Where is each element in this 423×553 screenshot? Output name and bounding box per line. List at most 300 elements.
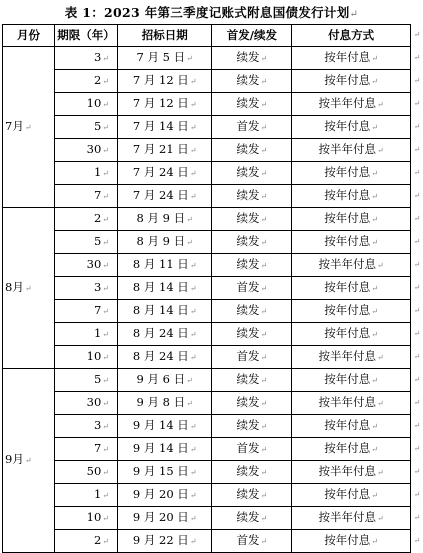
payment-cell [292,368,411,391]
type-cell [212,506,292,529]
paragraph-mark-icon: ↵ [102,122,109,132]
term-cell-text: 10 [86,348,102,363]
row-end-mark-icon: ↵ [413,305,421,315]
paragraph-mark-icon: ↵ [102,260,109,270]
payment-cell [292,529,411,552]
paragraph-mark-icon: ↵ [371,490,378,500]
row-end-mark-icon: ↵ [413,374,421,384]
payment-cell-text: 按半年付息 [318,394,377,409]
paragraph-mark-icon: ↵ [371,329,378,339]
type-cell-text: 续发 [236,233,260,248]
table-row [3,92,411,115]
paragraph-mark-icon: ↵ [189,76,197,86]
payment-cell [292,184,411,207]
date-cell [118,92,212,115]
paragraph-mark-icon: ↵ [189,283,197,293]
term-cell-text: 3 [93,279,102,294]
term-cell [55,483,118,506]
row-end-mark-icon: ↵ [413,420,421,430]
type-cell-text: 续发 [236,256,260,271]
date-cell-text: 8 月 24 日 [132,325,189,340]
type-cell-text: 续发 [236,72,260,87]
paragraph-mark-icon: ↵ [102,375,109,385]
type-cell [212,69,292,92]
paragraph-mark-icon: ↵ [260,191,268,201]
paragraph-mark-icon: ↵ [260,513,268,523]
header-month: 月份 [3,25,55,47]
date-cell [118,299,212,322]
paragraph-mark-icon: ↵ [371,421,378,431]
payment-cell-text: 按半年付息 [318,141,377,156]
term-cell [55,207,118,230]
type-cell-text: 续发 [236,463,260,478]
payment-cell-text: 按半年付息 [318,509,377,524]
table-row [3,506,411,529]
date-cell [118,483,212,506]
paragraph-mark-icon: ↵ [260,76,268,86]
term-cell [55,276,118,299]
payment-cell [292,207,411,230]
row-end-mark-icon: ↵ [413,236,421,246]
type-cell-text: 续发 [236,417,260,432]
payment-cell [292,345,411,368]
paragraph-mark-icon: ↵ [102,536,109,546]
term-cell [55,230,118,253]
date-cell [118,46,212,69]
payment-cell-text: 按年付息 [324,325,371,340]
payment-cell-text: 按年付息 [324,532,371,547]
type-cell-text: 续发 [236,49,260,64]
row-end-mark-icon: ↵ [413,121,421,131]
table-row [3,184,411,207]
paragraph-mark-icon: ↵ [189,168,197,178]
date-cell [118,506,212,529]
date-cell [118,184,212,207]
term-cell-text: 7 [93,302,102,317]
paragraph-mark-icon: ↵ [186,237,193,247]
paragraph-mark-icon: ↵ [189,490,197,500]
payment-cell-text: 按半年付息 [318,348,377,363]
term-cell-text: 1 [93,486,102,501]
row-end-mark-icon: ↵ [413,351,421,361]
date-cell-text: 9 月 14 日 [132,440,189,455]
paragraph-mark-icon: ↵ [102,283,109,293]
paragraph-mark-icon: ↵ [260,421,268,431]
term-cell [55,138,118,161]
payment-cell [292,253,411,276]
type-cell-text: 首发 [236,118,260,133]
date-cell [118,253,212,276]
payment-cell-text: 按年付息 [324,49,371,64]
term-cell-text: 5 [93,233,102,248]
type-cell-text: 首发 [236,279,260,294]
paragraph-mark-icon: ↵ [102,168,109,178]
type-cell-text: 续发 [236,95,260,110]
paragraph-mark-icon: ↵ [371,237,378,247]
row-end-mark-icon: ↵ [413,190,421,200]
paragraph-mark-icon: ↵ [260,99,268,109]
header-payment: 付息方式 [292,25,411,47]
table-row [3,414,411,437]
paragraph-mark-icon: ↵ [102,329,109,339]
month-cell-text: 7月 [5,118,24,133]
paragraph-mark-icon: ↵ [189,191,197,201]
month-cell-text: 8月 [5,279,24,294]
type-cell-text: 首发 [236,440,260,455]
date-cell-text: 9 月 6 日 [136,371,186,386]
date-cell-text: 9 月 8 日 [136,394,186,409]
paragraph-mark-icon: ↵ [102,53,109,63]
paragraph-mark-icon: ↵ [102,214,109,224]
paragraph-mark-icon: ↵ [189,513,197,523]
table-row [3,460,411,483]
paragraph-mark-icon: ↵ [189,99,197,109]
paragraph-mark-icon: ↵ [260,122,268,132]
date-cell-text: 7 月 14 日 [132,118,189,133]
paragraph-mark-icon: ↵ [371,168,378,178]
table-row [3,322,411,345]
type-cell-text: 续发 [236,187,260,202]
date-cell-text: 9 月 14 日 [132,417,189,432]
paragraph-mark-icon: ↵ [189,306,197,316]
type-cell [212,92,292,115]
row-end-mark-icon: ↵ [413,144,421,154]
paragraph-mark-icon: ↵ [377,145,384,155]
paragraph-mark-icon: ↵ [102,398,109,408]
row-end-mark-icon: ↵ [413,535,421,545]
paragraph-mark-icon: ↵ [260,53,268,63]
payment-cell-text: 按年付息 [324,72,371,87]
table-row [3,345,411,368]
header-type: 首发/续发 [212,25,292,47]
paragraph-mark-icon: ↵ [377,467,384,477]
type-cell [212,437,292,460]
paragraph-mark-icon: ↵ [377,513,384,523]
payment-cell [292,276,411,299]
month-cell [3,368,55,552]
term-cell [55,184,118,207]
type-cell [212,460,292,483]
paragraph-mark-icon: ↵ [260,536,268,546]
payment-cell-text: 按年付息 [324,440,371,455]
term-cell [55,299,118,322]
date-cell-text: 8 月 14 日 [132,302,189,317]
type-cell [212,322,292,345]
row-end-mark-icon: ↵ [413,466,421,476]
term-cell-text: 30 [86,141,102,156]
date-cell-text: 9 月 20 日 [132,509,189,524]
paragraph-mark-icon: ↵ [102,513,109,523]
table-row [3,207,411,230]
paragraph-mark-icon: ↵ [260,260,268,270]
paragraph-mark-icon: ↵ [260,444,268,454]
date-cell-text: 8 月 14 日 [132,279,189,294]
paragraph-mark-icon: ↵ [260,352,268,362]
type-cell [212,115,292,138]
paragraph-mark-icon: ↵ [371,306,378,316]
table-row [3,69,411,92]
month-cell-text: 9月 [5,452,24,467]
payment-cell [292,322,411,345]
paragraph-mark-icon: ↵ [349,9,359,20]
paragraph-mark-icon: ↵ [102,421,109,431]
type-cell [212,207,292,230]
paragraph-mark-icon: ↵ [377,352,384,362]
payment-cell-text: 按年付息 [324,164,371,179]
term-cell [55,368,118,391]
term-cell-text: 50 [86,463,102,478]
paragraph-mark-icon: ↵ [260,283,268,293]
date-cell [118,69,212,92]
table-row [3,368,411,391]
paragraph-mark-icon: ↵ [371,76,378,86]
type-cell [212,529,292,552]
table-row [3,437,411,460]
date-cell-text: 7 月 5 日 [136,49,186,64]
payment-cell [292,460,411,483]
date-cell-text: 9 月 22 日 [132,532,189,547]
paragraph-mark-icon: ↵ [189,444,197,454]
type-cell-text: 续发 [236,302,260,317]
paragraph-mark-icon: ↵ [371,536,378,546]
term-cell-text: 2 [93,532,102,547]
term-cell-text: 5 [93,118,102,133]
paragraph-mark-icon: ↵ [186,53,193,63]
type-cell-text: 续发 [236,509,260,524]
paragraph-mark-icon: ↵ [102,352,109,362]
paragraph-mark-icon: ↵ [377,398,384,408]
payment-cell [292,92,411,115]
date-cell-text: 7 月 12 日 [132,95,189,110]
term-cell-text: 2 [93,210,102,225]
payment-cell-text: 按年付息 [324,417,371,432]
type-cell [212,391,292,414]
paragraph-mark-icon: ↵ [260,329,268,339]
paragraph-mark-icon: ↵ [102,467,109,477]
row-end-mark-icon: ↵ [413,213,421,223]
header-date: 招标日期 [118,25,212,47]
paragraph-mark-icon: ↵ [186,214,193,224]
table-row [3,161,411,184]
type-cell [212,253,292,276]
payment-cell [292,299,411,322]
date-cell-text: 8 月 11 日 [132,256,189,271]
paragraph-mark-icon: ↵ [260,145,268,155]
payment-cell [292,391,411,414]
paragraph-mark-icon: ↵ [186,398,193,408]
table-row [3,230,411,253]
type-cell [212,368,292,391]
term-cell [55,322,118,345]
date-cell-text: 7 月 24 日 [132,187,189,202]
date-cell [118,138,212,161]
row-end-mark-icon: ↵ [413,75,421,85]
table-header-row [3,25,411,47]
date-cell [118,529,212,552]
paragraph-mark-icon: ↵ [260,490,268,500]
paragraph-mark-icon: ↵ [189,145,197,155]
paragraph-mark-icon: ↵ [102,76,109,86]
table-row [3,391,411,414]
paragraph-mark-icon: ↵ [102,306,109,316]
type-cell-text: 续发 [236,164,260,179]
row-end-mark-icon: ↵ [413,259,421,269]
date-cell-text: 7 月 24 日 [132,164,189,179]
date-cell [118,391,212,414]
table-row [3,529,411,552]
paragraph-mark-icon: ↵ [260,306,268,316]
term-cell-text: 30 [86,256,102,271]
paragraph-mark-icon: ↵ [260,214,268,224]
paragraph-mark-icon: ↵ [260,375,268,385]
date-cell [118,460,212,483]
paragraph-mark-icon: ↵ [102,191,109,201]
type-cell [212,46,292,69]
paragraph-mark-icon: ↵ [189,421,197,431]
type-cell [212,414,292,437]
date-cell-text: 7 月 12 日 [132,72,189,87]
type-cell [212,161,292,184]
date-cell [118,230,212,253]
paragraph-mark-icon: ↵ [371,375,378,385]
paragraph-mark-icon: ↵ [371,122,378,132]
row-end-mark-icon: ↵ [413,397,421,407]
term-cell [55,529,118,552]
table-row [3,253,411,276]
bond-issuance-table [2,24,411,553]
date-cell-text: 9 月 20 日 [132,486,189,501]
payment-cell-text: 按年付息 [324,210,371,225]
payment-cell-text: 按年付息 [324,486,371,501]
date-cell [118,437,212,460]
date-cell [118,207,212,230]
date-cell [118,161,212,184]
month-cell [3,207,55,368]
row-end-mark-icon: ↵ [413,167,421,177]
table-title-text: 表 1：2023 年第三季度记账式附息国债发行计划 [64,5,350,20]
term-cell-text: 5 [93,371,102,386]
term-cell [55,506,118,529]
payment-cell [292,483,411,506]
table-row [3,299,411,322]
date-cell-text: 8 月 9 日 [136,233,186,248]
term-cell-text: 1 [93,164,102,179]
date-cell [118,368,212,391]
term-cell [55,253,118,276]
row-end-mark-icon: ↵ [413,52,421,62]
type-cell [212,345,292,368]
table-row [3,138,411,161]
date-cell-text: 8 月 9 日 [136,210,186,225]
term-cell-text: 7 [93,187,102,202]
type-cell [212,230,292,253]
date-cell [118,115,212,138]
type-cell-text: 首发 [236,348,260,363]
paragraph-mark-icon: ↵ [24,122,32,132]
paragraph-mark-icon: ↵ [260,467,268,477]
payment-cell [292,506,411,529]
paragraph-mark-icon: ↵ [371,444,378,454]
paragraph-mark-icon: ↵ [260,398,268,408]
payment-cell [292,115,411,138]
date-cell-text: 8 月 24 日 [132,348,189,363]
payment-cell-text: 按年付息 [324,187,371,202]
type-cell-text: 续发 [236,371,260,386]
payment-cell [292,161,411,184]
paragraph-mark-icon: ↵ [102,99,109,109]
paragraph-mark-icon: ↵ [189,536,197,546]
row-end-mark-icon: ↵ [413,489,421,499]
paragraph-mark-icon: ↵ [189,260,197,270]
paragraph-mark-icon: ↵ [189,329,197,339]
type-cell [212,138,292,161]
row-end-mark-icon: ↵ [413,512,421,522]
payment-cell-text: 按年付息 [324,118,371,133]
paragraph-mark-icon: ↵ [371,53,378,63]
type-cell [212,276,292,299]
table-row [3,115,411,138]
type-cell-text: 续发 [236,486,260,501]
payment-cell [292,46,411,69]
table-body [3,46,411,552]
payment-cell-text: 按年付息 [324,371,371,386]
term-cell [55,345,118,368]
payment-cell-text: 按年付息 [324,233,371,248]
payment-cell [292,414,411,437]
row-end-mark-icon: ↵ [413,282,421,292]
row-end-mark-icon: ↵ [413,30,421,40]
date-cell [118,276,212,299]
row-end-mark-icon: ↵ [413,328,421,338]
paragraph-mark-icon: ↵ [186,375,193,385]
row-end-mark-icon: ↵ [413,443,421,453]
paragraph-mark-icon: ↵ [189,352,197,362]
term-cell [55,46,118,69]
payment-cell-text: 按年付息 [324,302,371,317]
term-cell [55,437,118,460]
term-cell-text: 10 [86,95,102,110]
paragraph-mark-icon: ↵ [189,467,197,477]
payment-cell-text: 按年付息 [324,279,371,294]
type-cell-text: 首发 [236,532,260,547]
term-cell-text: 10 [86,509,102,524]
term-cell-text: 2 [93,72,102,87]
paragraph-mark-icon: ↵ [102,237,109,247]
payment-cell [292,230,411,253]
paragraph-mark-icon: ↵ [377,99,384,109]
term-cell-text: 30 [86,394,102,409]
term-cell [55,115,118,138]
paragraph-mark-icon: ↵ [102,490,109,500]
table-row [3,46,411,69]
term-cell-text: 7 [93,440,102,455]
paragraph-mark-icon: ↵ [102,145,109,155]
term-cell [55,161,118,184]
paragraph-mark-icon: ↵ [260,168,268,178]
table-row [3,276,411,299]
type-cell-text: 续发 [236,394,260,409]
payment-cell [292,69,411,92]
paragraph-mark-icon: ↵ [24,456,32,466]
date-cell [118,414,212,437]
payment-cell-text: 按半年付息 [318,95,377,110]
row-end-mark-icon: ↵ [413,98,421,108]
term-cell [55,391,118,414]
term-cell [55,414,118,437]
term-cell-text: 3 [93,417,102,432]
month-cell [3,46,55,207]
table-title [0,3,423,21]
